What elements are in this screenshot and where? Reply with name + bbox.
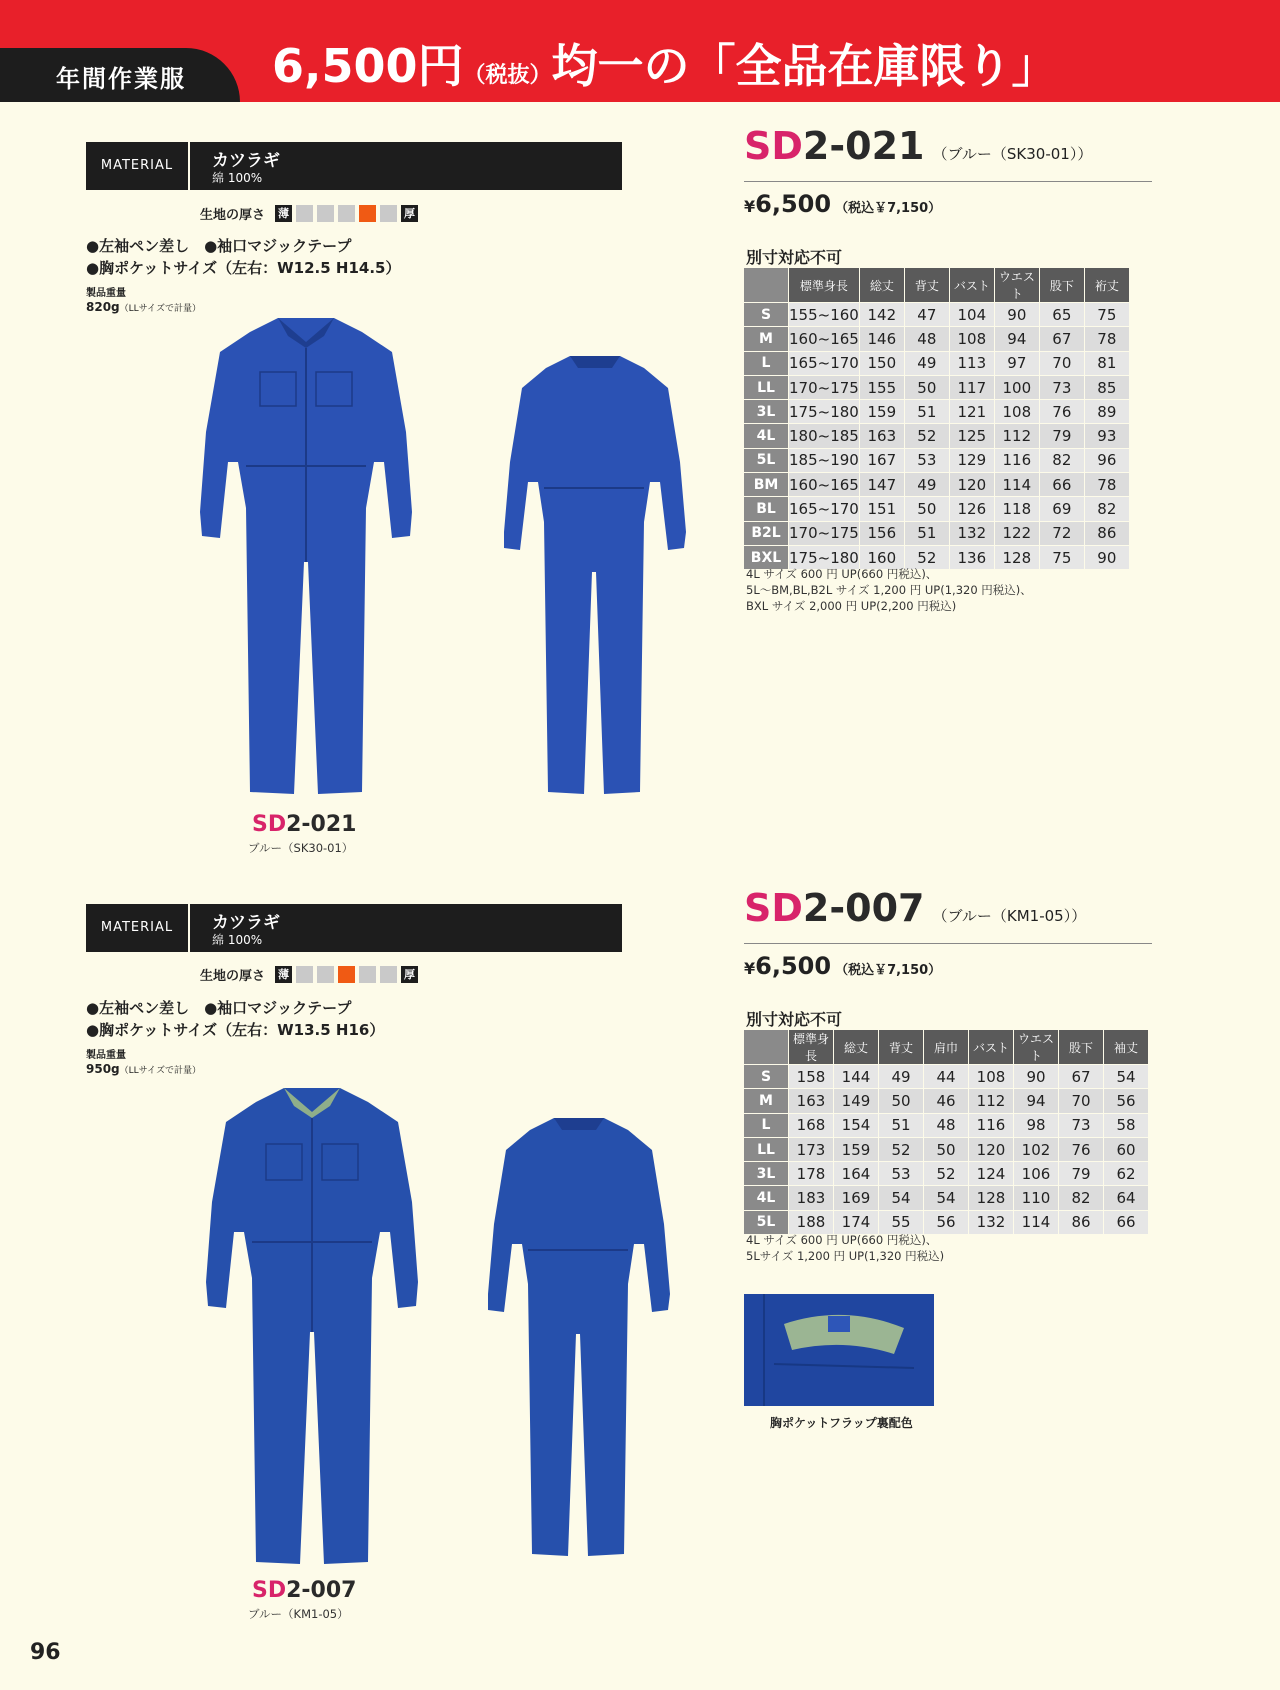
table-cell: 156 xyxy=(859,521,904,545)
material-composition: 綿 100% xyxy=(212,171,263,185)
table-cell: 54 xyxy=(923,1185,968,1209)
size-notes xyxy=(746,1232,944,1264)
table-cell: 75 xyxy=(1084,302,1129,326)
title-tax: （税抜） xyxy=(463,63,552,88)
thickness-scale xyxy=(200,964,420,984)
table-cell: 128 xyxy=(994,545,1039,569)
table-cell: 185~190 xyxy=(788,448,859,472)
weight-value xyxy=(86,1062,201,1076)
size-label-cell: S xyxy=(744,1064,788,1088)
table-cell: 89 xyxy=(1084,399,1129,423)
table-cell: 67 xyxy=(1039,326,1084,350)
title-price: 6,500円 xyxy=(272,39,464,93)
table-row xyxy=(744,423,1129,447)
table-cell: 81 xyxy=(1084,351,1129,375)
table-cell: 165~170 xyxy=(788,351,859,375)
material-label: MATERIAL xyxy=(86,142,190,190)
price-value: 6,500 xyxy=(755,952,832,980)
coverall-front-image xyxy=(192,1082,432,1566)
table-cell: 167 xyxy=(859,448,904,472)
table-cell: 170~175 xyxy=(788,521,859,545)
table-cell: 60 xyxy=(1103,1137,1148,1161)
table-cell: 108 xyxy=(949,326,994,350)
table-cell: 82 xyxy=(1039,448,1084,472)
weight-value xyxy=(86,300,201,314)
table-cell: 160~165 xyxy=(788,472,859,496)
table-cell: 110 xyxy=(1013,1185,1058,1209)
size-label-cell: 4L xyxy=(744,423,788,447)
material-box xyxy=(86,142,622,190)
product-title xyxy=(744,886,1152,944)
table-cell: 174 xyxy=(833,1210,878,1234)
size-label-cell: BL xyxy=(744,496,788,520)
caption-code xyxy=(252,812,356,837)
table-cell: 55 xyxy=(878,1210,923,1234)
table-cell: 49 xyxy=(904,472,949,496)
table-cell: 163 xyxy=(859,423,904,447)
table-row xyxy=(744,1210,1148,1234)
color-title: （ブルー（SK30-01）） xyxy=(932,145,1093,163)
table-cell: 114 xyxy=(1013,1210,1058,1234)
thickness-label: 生地の厚さ xyxy=(200,968,266,984)
weight-number: 950g xyxy=(86,1062,120,1076)
code-prefix: SD xyxy=(744,124,803,168)
coverall-back-image xyxy=(474,1114,684,1558)
table-cell: 65 xyxy=(1039,302,1084,326)
material-box xyxy=(86,904,622,952)
caption-code xyxy=(252,1578,356,1603)
table-row xyxy=(744,496,1129,520)
table-cell: 52 xyxy=(878,1137,923,1161)
table-cell: 54 xyxy=(1103,1064,1148,1088)
table-header-cell: 裄丈 xyxy=(1084,268,1129,302)
material-label: MATERIAL xyxy=(86,904,190,952)
table-cell: 151 xyxy=(859,496,904,520)
thickness-step xyxy=(317,205,334,222)
table-cell: 94 xyxy=(1013,1088,1058,1112)
table-cell: 170~175 xyxy=(788,375,859,399)
table-row xyxy=(744,302,1129,326)
feature-item: ●胸ポケットサイズ（左右：W12.5 H14.5） xyxy=(86,259,401,277)
table-cell: 97 xyxy=(994,351,1039,375)
table-cell: 147 xyxy=(859,472,904,496)
table-cell: 50 xyxy=(923,1137,968,1161)
coverall-front-image xyxy=(186,312,426,796)
thick-label: 厚 xyxy=(401,966,418,983)
table-cell: 178 xyxy=(788,1161,833,1185)
thickness-step xyxy=(296,205,313,222)
thickness-step xyxy=(380,205,397,222)
table-cell: 67 xyxy=(1058,1064,1103,1088)
table-cell: 72 xyxy=(1039,521,1084,545)
table-cell: 70 xyxy=(1058,1088,1103,1112)
table-cell: 48 xyxy=(923,1113,968,1137)
table-cell: 112 xyxy=(994,423,1039,447)
note-line: 4L サイズ 600 円 UP(660 円税込)、 xyxy=(746,1233,938,1247)
table-cell: 90 xyxy=(994,302,1039,326)
pocket-flap-detail-image xyxy=(744,1294,934,1406)
table-cell: 49 xyxy=(878,1064,923,1088)
table-cell: 98 xyxy=(1013,1113,1058,1137)
table-cell: 46 xyxy=(923,1088,968,1112)
thickness-step xyxy=(296,966,313,983)
table-cell: 164 xyxy=(833,1161,878,1185)
table-cell: 118 xyxy=(994,496,1039,520)
table-header-cell: バスト xyxy=(949,268,994,302)
table-header-cell: 背丈 xyxy=(904,268,949,302)
table-cell: 136 xyxy=(949,545,994,569)
table-cell: 155 xyxy=(859,375,904,399)
table-row xyxy=(744,1161,1148,1185)
table-cell: 121 xyxy=(949,399,994,423)
note-line: 4L サイズ 600 円 UP(660 円税込)、 xyxy=(746,567,938,581)
size-label-cell: 5L xyxy=(744,1210,788,1234)
table-cell: 53 xyxy=(904,448,949,472)
table-cell: 165~170 xyxy=(788,496,859,520)
table-cell: 86 xyxy=(1058,1210,1103,1234)
size-label-cell: L xyxy=(744,1113,788,1137)
table-row xyxy=(744,1185,1148,1209)
table-cell: 50 xyxy=(904,375,949,399)
size-table xyxy=(744,268,1129,569)
table-cell: 48 xyxy=(904,326,949,350)
table-cell: 129 xyxy=(949,448,994,472)
table-header-cell: 肩巾 xyxy=(923,1030,968,1064)
table-cell: 146 xyxy=(859,326,904,350)
table-row xyxy=(744,375,1129,399)
thin-label: 薄 xyxy=(275,966,292,983)
table-cell: 160 xyxy=(859,545,904,569)
table-cell: 90 xyxy=(1084,545,1129,569)
table-cell: 124 xyxy=(968,1161,1013,1185)
table-cell: 64 xyxy=(1103,1185,1148,1209)
table-cell: 54 xyxy=(878,1185,923,1209)
code-prefix: SD xyxy=(744,886,803,930)
table-cell: 76 xyxy=(1039,399,1084,423)
table-cell: 116 xyxy=(994,448,1039,472)
table-cell: 159 xyxy=(859,399,904,423)
caption-code-prefix: SD xyxy=(252,812,287,837)
table-cell: 90 xyxy=(1013,1064,1058,1088)
thin-label: 薄 xyxy=(275,205,292,222)
table-cell: 49 xyxy=(904,351,949,375)
table-cell: 180~185 xyxy=(788,423,859,447)
table-header-cell: 総丈 xyxy=(833,1030,878,1064)
table-cell: 44 xyxy=(923,1064,968,1088)
table-cell: 159 xyxy=(833,1137,878,1161)
pocket-flap-illustration xyxy=(744,1294,934,1406)
weight-label: 製品重量 xyxy=(86,1050,126,1061)
price: ¥6,500 （税込￥7,150） xyxy=(744,190,942,218)
weight-note: （LLサイズで計量） xyxy=(119,304,201,314)
table-cell: 160~165 xyxy=(788,326,859,350)
table-cell: 132 xyxy=(968,1210,1013,1234)
table-cell: 66 xyxy=(1103,1210,1148,1234)
detail-caption: 胸ポケットフラップ裏配色 xyxy=(770,1416,913,1430)
page-number: 96 xyxy=(30,1640,61,1665)
table-cell: 85 xyxy=(1084,375,1129,399)
thick-label: 厚 xyxy=(401,205,418,222)
table-cell: 120 xyxy=(968,1137,1013,1161)
table-cell: 142 xyxy=(859,302,904,326)
thickness-step xyxy=(338,205,355,222)
no-alteration-label: 別寸対応不可 xyxy=(746,248,843,267)
material-composition: 綿 100% xyxy=(212,933,263,947)
table-cell: 169 xyxy=(833,1185,878,1209)
price-value: 6,500 xyxy=(755,190,832,218)
table-cell: 183 xyxy=(788,1185,833,1209)
table-header-cell: 背丈 xyxy=(878,1030,923,1064)
table-cell: 56 xyxy=(1103,1088,1148,1112)
table-cell: 106 xyxy=(1013,1161,1058,1185)
table-header-cell xyxy=(744,1030,788,1064)
feature-item: ●左袖ペン差し ●袖口マジックテープ xyxy=(86,237,352,255)
table-row xyxy=(744,399,1129,423)
table-cell: 113 xyxy=(949,351,994,375)
table-cell: 82 xyxy=(1084,496,1129,520)
table-cell: 76 xyxy=(1058,1137,1103,1161)
table-cell: 126 xyxy=(949,496,994,520)
header-banner xyxy=(0,0,1280,102)
table-cell: 94 xyxy=(994,326,1039,350)
size-label-cell: 5L xyxy=(744,448,788,472)
size-label-cell: LL xyxy=(744,375,788,399)
table-cell: 56 xyxy=(923,1210,968,1234)
table-cell: 125 xyxy=(949,423,994,447)
table-cell: 149 xyxy=(833,1088,878,1112)
feature-item: ●胸ポケットサイズ（左右：W13.5 H16） xyxy=(86,1021,385,1039)
note-line: 5L～BM,BL,B2L サイズ 1,200 円 UP(1,320 円税込)、 xyxy=(746,583,1032,597)
table-cell: 52 xyxy=(904,423,949,447)
table-row xyxy=(744,521,1129,545)
material-name: カツラギ xyxy=(212,151,280,171)
table-cell: 93 xyxy=(1084,423,1129,447)
size-notes xyxy=(746,566,1032,614)
caption-code-rest: 2-021 xyxy=(286,812,357,837)
caption-code-rest: 2-007 xyxy=(286,1578,357,1603)
table-cell: 79 xyxy=(1058,1161,1103,1185)
table-cell: 120 xyxy=(949,472,994,496)
table-cell: 78 xyxy=(1084,326,1129,350)
table-cell: 114 xyxy=(994,472,1039,496)
table-header-cell: 股下 xyxy=(1058,1030,1103,1064)
header-title xyxy=(272,30,1058,96)
size-label-cell: M xyxy=(744,1088,788,1112)
table-cell: 69 xyxy=(1039,496,1084,520)
table-cell: 70 xyxy=(1039,351,1084,375)
title-rest: 均一の「全品在庫限り」 xyxy=(551,39,1058,93)
note-line: 5Lサイズ 1,200 円 UP(1,320 円税込) xyxy=(746,1249,945,1263)
price-tax: （税込￥7,150） xyxy=(835,201,942,216)
table-header-cell: 標準身長 xyxy=(788,268,859,302)
table-cell: 75 xyxy=(1039,545,1084,569)
table-header-cell: ウエスト xyxy=(994,268,1039,302)
category-label: 年間作業服 xyxy=(56,65,186,93)
table-cell: 104 xyxy=(949,302,994,326)
feature-list xyxy=(86,997,384,1041)
table-cell: 51 xyxy=(878,1113,923,1137)
table-cell: 132 xyxy=(949,521,994,545)
weight-number: 820g xyxy=(86,300,120,314)
thickness-step xyxy=(359,966,376,983)
table-cell: 51 xyxy=(904,521,949,545)
thickness-step xyxy=(317,966,334,983)
no-alteration-label: 別寸対応不可 xyxy=(746,1010,843,1029)
table-header-cell: ウエスト xyxy=(1013,1030,1058,1064)
thickness-step-active xyxy=(359,205,376,222)
table-cell: 108 xyxy=(994,399,1039,423)
price: ¥6,500 （税込￥7,150） xyxy=(744,952,942,980)
thickness-step xyxy=(380,966,397,983)
caption-code-prefix: SD xyxy=(252,1578,287,1603)
table-cell: 108 xyxy=(968,1064,1013,1088)
size-label-cell: BXL xyxy=(744,545,788,569)
table-cell: 154 xyxy=(833,1113,878,1137)
table-header-cell: 股下 xyxy=(1039,268,1084,302)
table-cell: 100 xyxy=(994,375,1039,399)
table-cell: 102 xyxy=(1013,1137,1058,1161)
table-header-cell: 袖丈 xyxy=(1103,1030,1148,1064)
table-cell: 144 xyxy=(833,1064,878,1088)
table-row xyxy=(744,351,1129,375)
table-cell: 73 xyxy=(1058,1113,1103,1137)
table-cell: 53 xyxy=(878,1161,923,1185)
feature-item: ●左袖ペン差し ●袖口マジックテープ xyxy=(86,999,352,1017)
size-label-cell: BM xyxy=(744,472,788,496)
table-cell: 52 xyxy=(923,1161,968,1185)
table-cell: 150 xyxy=(859,351,904,375)
feature-list xyxy=(86,235,400,279)
table-cell: 50 xyxy=(878,1088,923,1112)
table-cell: 175~180 xyxy=(788,399,859,423)
size-label-cell: 3L xyxy=(744,399,788,423)
code-rest: 2-021 xyxy=(802,124,925,168)
table-cell: 79 xyxy=(1039,423,1084,447)
price-tax: （税込￥7,150） xyxy=(835,963,942,978)
category-tab xyxy=(0,48,240,102)
table-cell: 163 xyxy=(788,1088,833,1112)
table-cell: 78 xyxy=(1084,472,1129,496)
table-header-cell: 標準身長 xyxy=(788,1030,833,1064)
table-header-cell: バスト xyxy=(968,1030,1013,1064)
thickness-label: 生地の厚さ xyxy=(200,207,266,223)
note-line: BXL サイズ 2,000 円 UP(2,200 円税込) xyxy=(746,599,957,613)
table-cell: 73 xyxy=(1039,375,1084,399)
table-header-cell xyxy=(744,268,788,302)
table-cell: 117 xyxy=(949,375,994,399)
table-cell: 96 xyxy=(1084,448,1129,472)
table-row xyxy=(744,1088,1148,1112)
table-header-cell: 総丈 xyxy=(859,268,904,302)
table-cell: 52 xyxy=(904,545,949,569)
table-row xyxy=(744,1113,1148,1137)
table-cell: 175~180 xyxy=(788,545,859,569)
table-cell: 173 xyxy=(788,1137,833,1161)
table-row xyxy=(744,1064,1148,1088)
table-cell: 128 xyxy=(968,1185,1013,1209)
table-cell: 155~160 xyxy=(788,302,859,326)
table-row xyxy=(744,1137,1148,1161)
table-cell: 82 xyxy=(1058,1185,1103,1209)
table-cell: 47 xyxy=(904,302,949,326)
table-row xyxy=(744,326,1129,350)
table-cell: 66 xyxy=(1039,472,1084,496)
size-label-cell: L xyxy=(744,351,788,375)
table-cell: 116 xyxy=(968,1113,1013,1137)
table-cell: 168 xyxy=(788,1113,833,1137)
size-label-cell: 4L xyxy=(744,1185,788,1209)
size-label-cell: M xyxy=(744,326,788,350)
coverall-back-image xyxy=(500,352,690,796)
size-label-cell: B2L xyxy=(744,521,788,545)
thickness-scale xyxy=(200,203,420,223)
size-label-cell: S xyxy=(744,302,788,326)
table-cell: 58 xyxy=(1103,1113,1148,1137)
weight-label: 製品重量 xyxy=(86,288,126,299)
thickness-step-active xyxy=(338,966,355,983)
table-cell: 86 xyxy=(1084,521,1129,545)
material-name: カツラギ xyxy=(212,913,280,933)
size-table xyxy=(744,1030,1148,1234)
code-rest: 2-007 xyxy=(802,886,925,930)
table-cell: 112 xyxy=(968,1088,1013,1112)
table-cell: 62 xyxy=(1103,1161,1148,1185)
weight-note: （LLサイズで計量） xyxy=(119,1066,201,1076)
table-row xyxy=(744,472,1129,496)
table-cell: 51 xyxy=(904,399,949,423)
table-cell: 158 xyxy=(788,1064,833,1088)
size-label-cell: 3L xyxy=(744,1161,788,1185)
color-title: （ブルー（KM1-05）） xyxy=(932,907,1087,925)
table-cell: 122 xyxy=(994,521,1039,545)
product-title xyxy=(744,124,1152,182)
table-row xyxy=(744,448,1129,472)
size-label-cell: LL xyxy=(744,1137,788,1161)
caption-color: ブルー（SK30-01） xyxy=(248,841,354,855)
table-cell: 50 xyxy=(904,496,949,520)
caption-color: ブルー（KM1-05） xyxy=(248,1607,349,1621)
table-cell: 188 xyxy=(788,1210,833,1234)
